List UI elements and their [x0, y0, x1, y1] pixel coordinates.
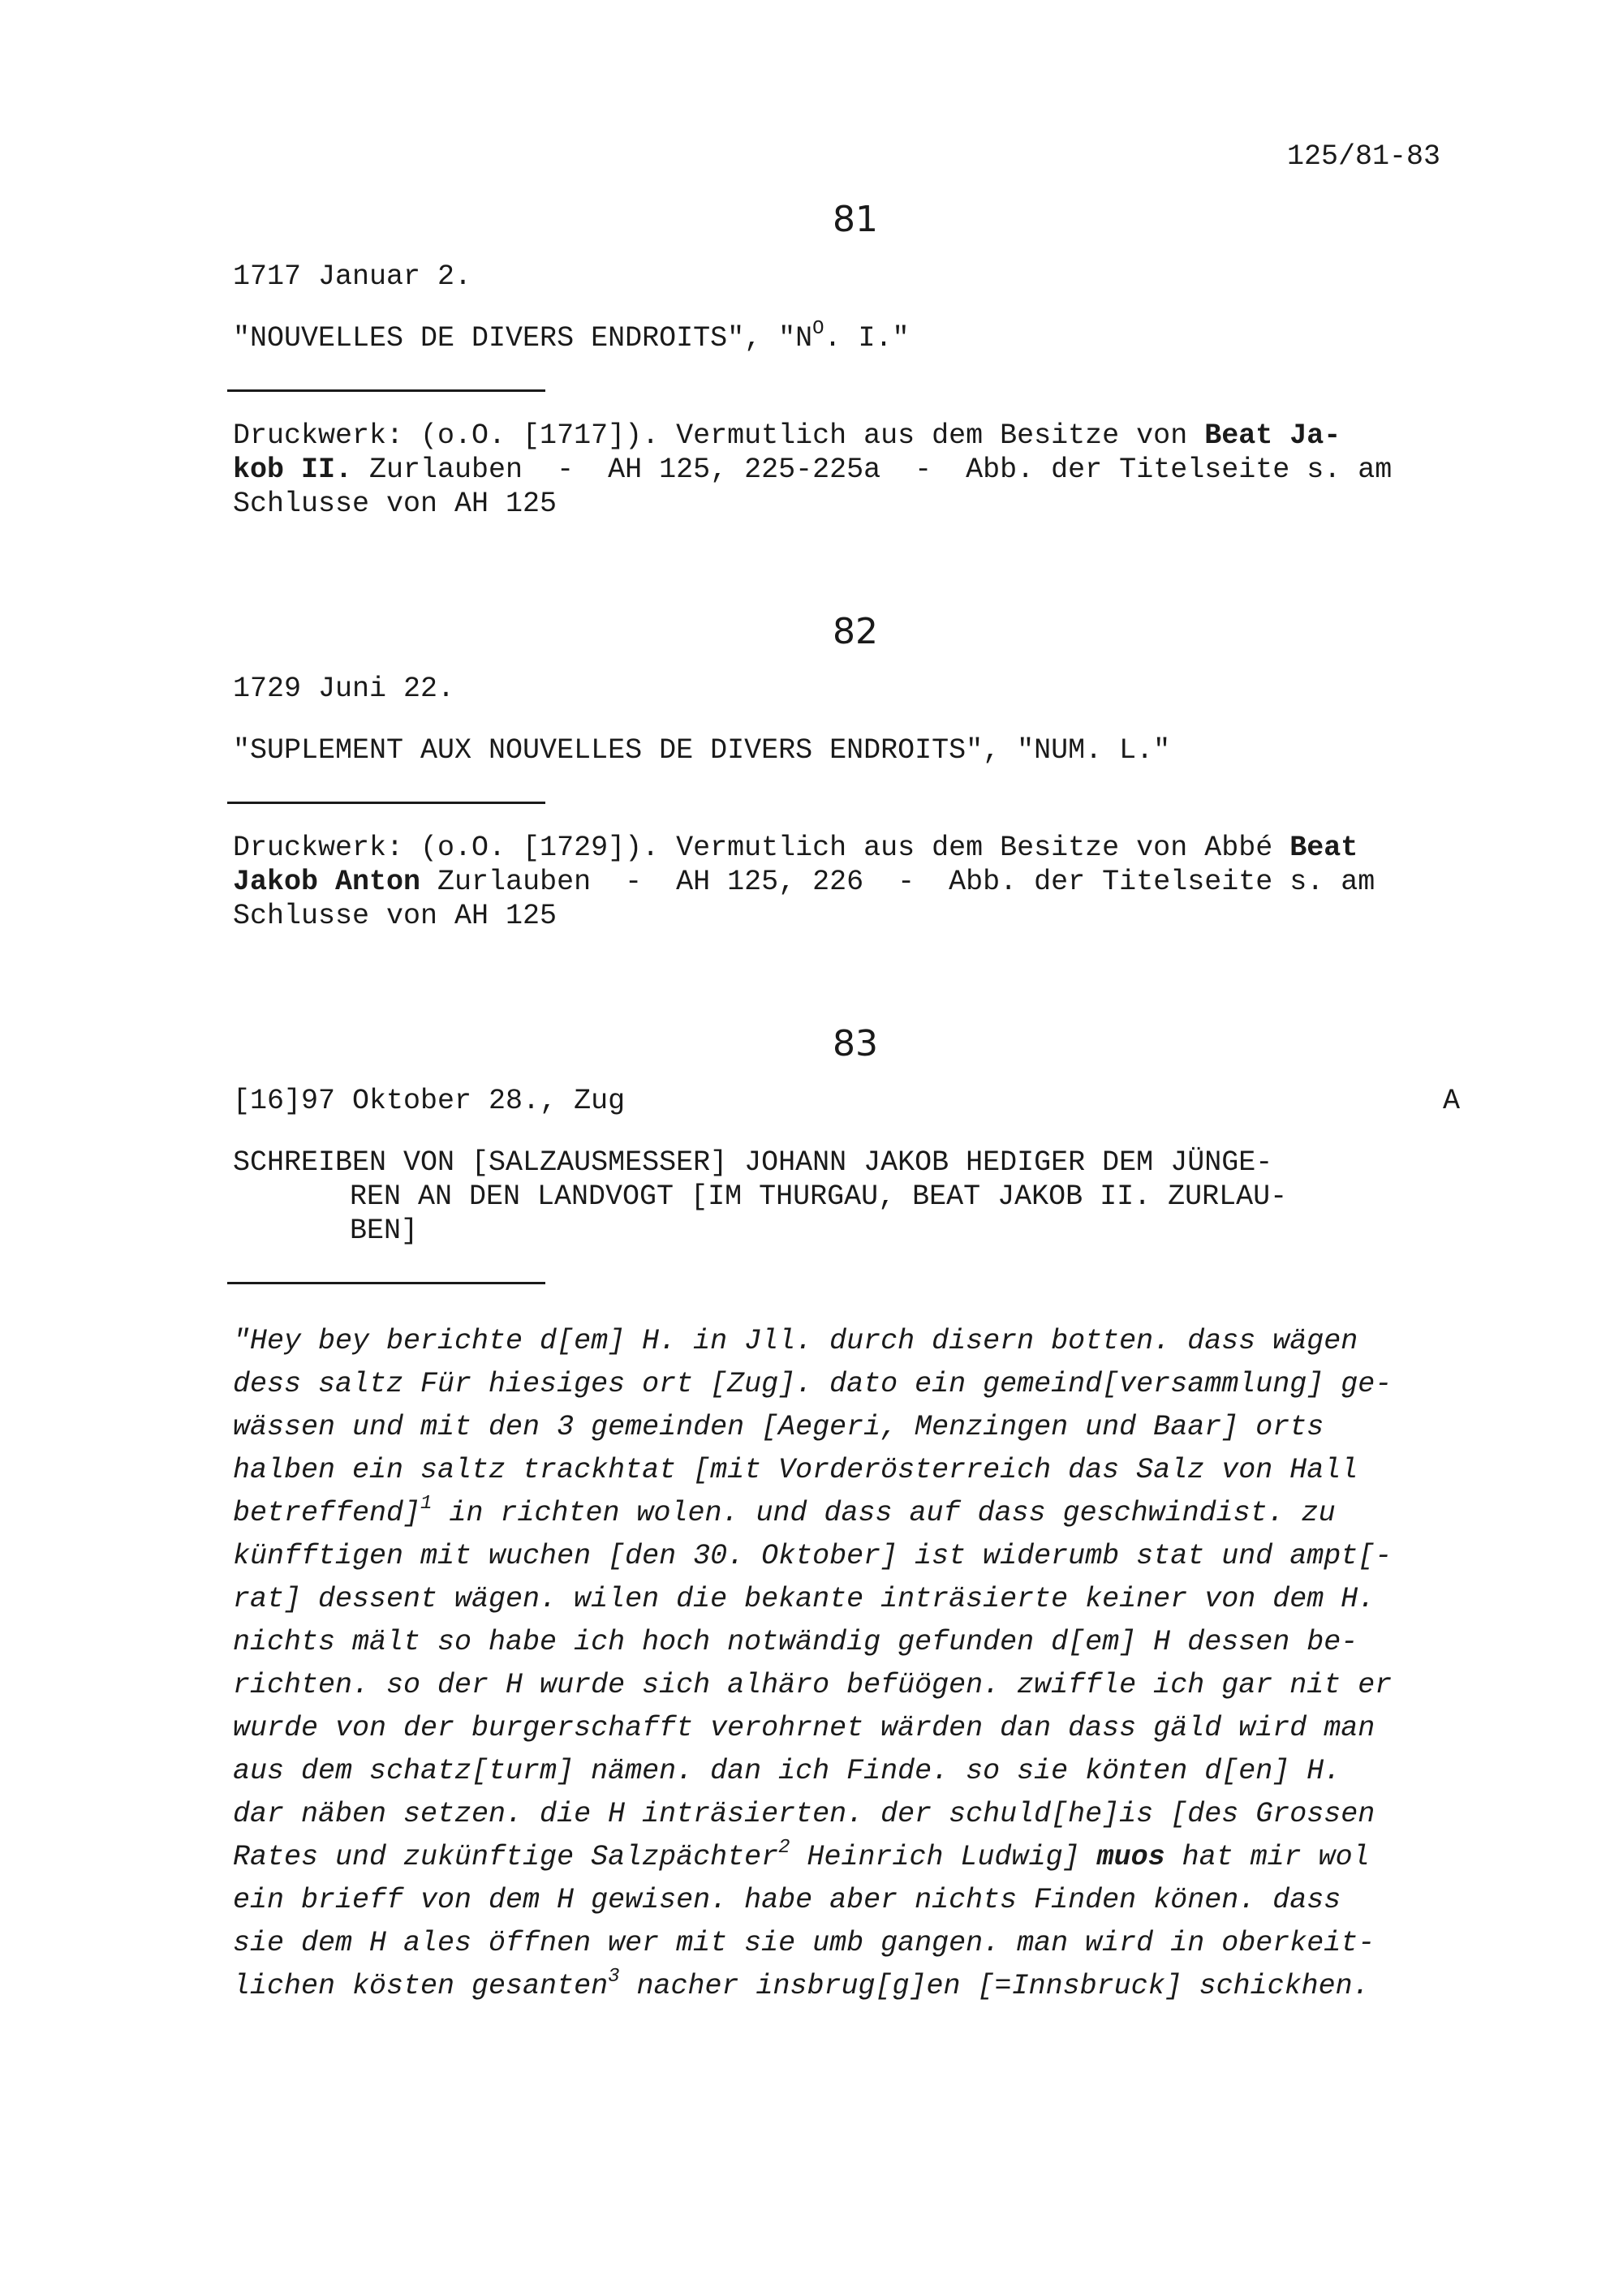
entry-number-83: 83 [833, 1023, 878, 1064]
entry-title-82: "SUPLEMENT AUX NOUVELLES DE DIVERS ENDROITS", "NUM. L." [233, 734, 1171, 767]
entry-date-83: [16]97 Oktober 28., Zug [233, 1085, 626, 1117]
section-divider [227, 1282, 545, 1284]
entry-description-82: Druckwerk: (o.O. [1729]). Vermutlich aus dem Besitze von Abbé Beat Jakob Anton Zurlauben - AH 125, 226 - Abb. der Titelseite s. am Schlusse von AH 125 [233, 832, 1375, 932]
page-number: 125/81-83 [1287, 140, 1441, 173]
entry-marker: A [1443, 1085, 1461, 1117]
footnote-ref: 2 [778, 1837, 790, 1860]
section-divider [227, 802, 545, 804]
entry-title-81: "NOUVELLES DE DIVERS ENDROITS", "$N^O$. I." [233, 318, 910, 355]
entry-date-82: 1729 Juni 22. [233, 673, 455, 705]
section-divider [227, 389, 545, 392]
entry-title-83: SCHREIBEN VON [SALZAUSMESSER] JOHANN JAKOB HEDIGER DEM JÜNGE- REN AN DEN LANDVOGT [IM THURGAU, BEAT JAKOB II. ZURLAU- BEN] [233, 1146, 1288, 1247]
footnote-ref: 3 [608, 1966, 620, 1989]
entry-number-81: 81 [833, 199, 878, 240]
letter-transcription: "Hey bey berichte d[em] H. in Jll. durch disern botten. dass wägen dess saltz Für hiesiges ort [Zug]. dato ein gemeind[versammlung] ge- wässen und mit den 3 gemeinden [Aegeri, Menzingen und Baar] orts halben ein saltz trackhtat [mit Vorderösterreich das Salz von Hall betreffend]$^1$ in richten wolen. und dass auf dass geschwindist. zu künfftigen mit wuchen [den 30. Oktober] ist widerumb stat und ampt[- rat] dessent wägen. wilen die bekante inträsierte keiner von dem H. nichts mält so habe ich hoch notwändig gefunden d[em] H dessen be- richten. so der H wurde sich alhäro befüögen. zwiffle ich gar nit er wurde von der burgerschafft verohrnet wärden dan dass gäld wird man aus dem schatz[turm] nämen. dan ich Finde. so sie könten d[en] H. dar näben setzen. die H inträsierten. der schuld[he]is [des Grossen Rates und zukünftige Salzpächter$^2$ Heinrich Ludwig] muos hat mir wol ein brieff von dem H gewisen. habe aber nichts Finden könen. dass sie dem H ales öffnen wer mit sie umb gangen. man wird in oberkeit- lichen kösten gesanten$^3$ nacher insbrug[g]en [=Innsbruck] schickhen. [233, 1325, 1393, 2002]
footnote-ref: 1 [420, 1493, 433, 1516]
entry-date-81: 1717 Januar 2. [233, 260, 472, 293]
entry-description-81: Druckwerk: (o.O. [1717]). Vermutlich aus dem Besitze von Beat Ja- kob II. Zurlauben - AH 125, 225-225a - Abb. der Titelseite s. am Schlusse von AH 125 [233, 419, 1393, 520]
entry-number-82: 82 [833, 611, 878, 652]
